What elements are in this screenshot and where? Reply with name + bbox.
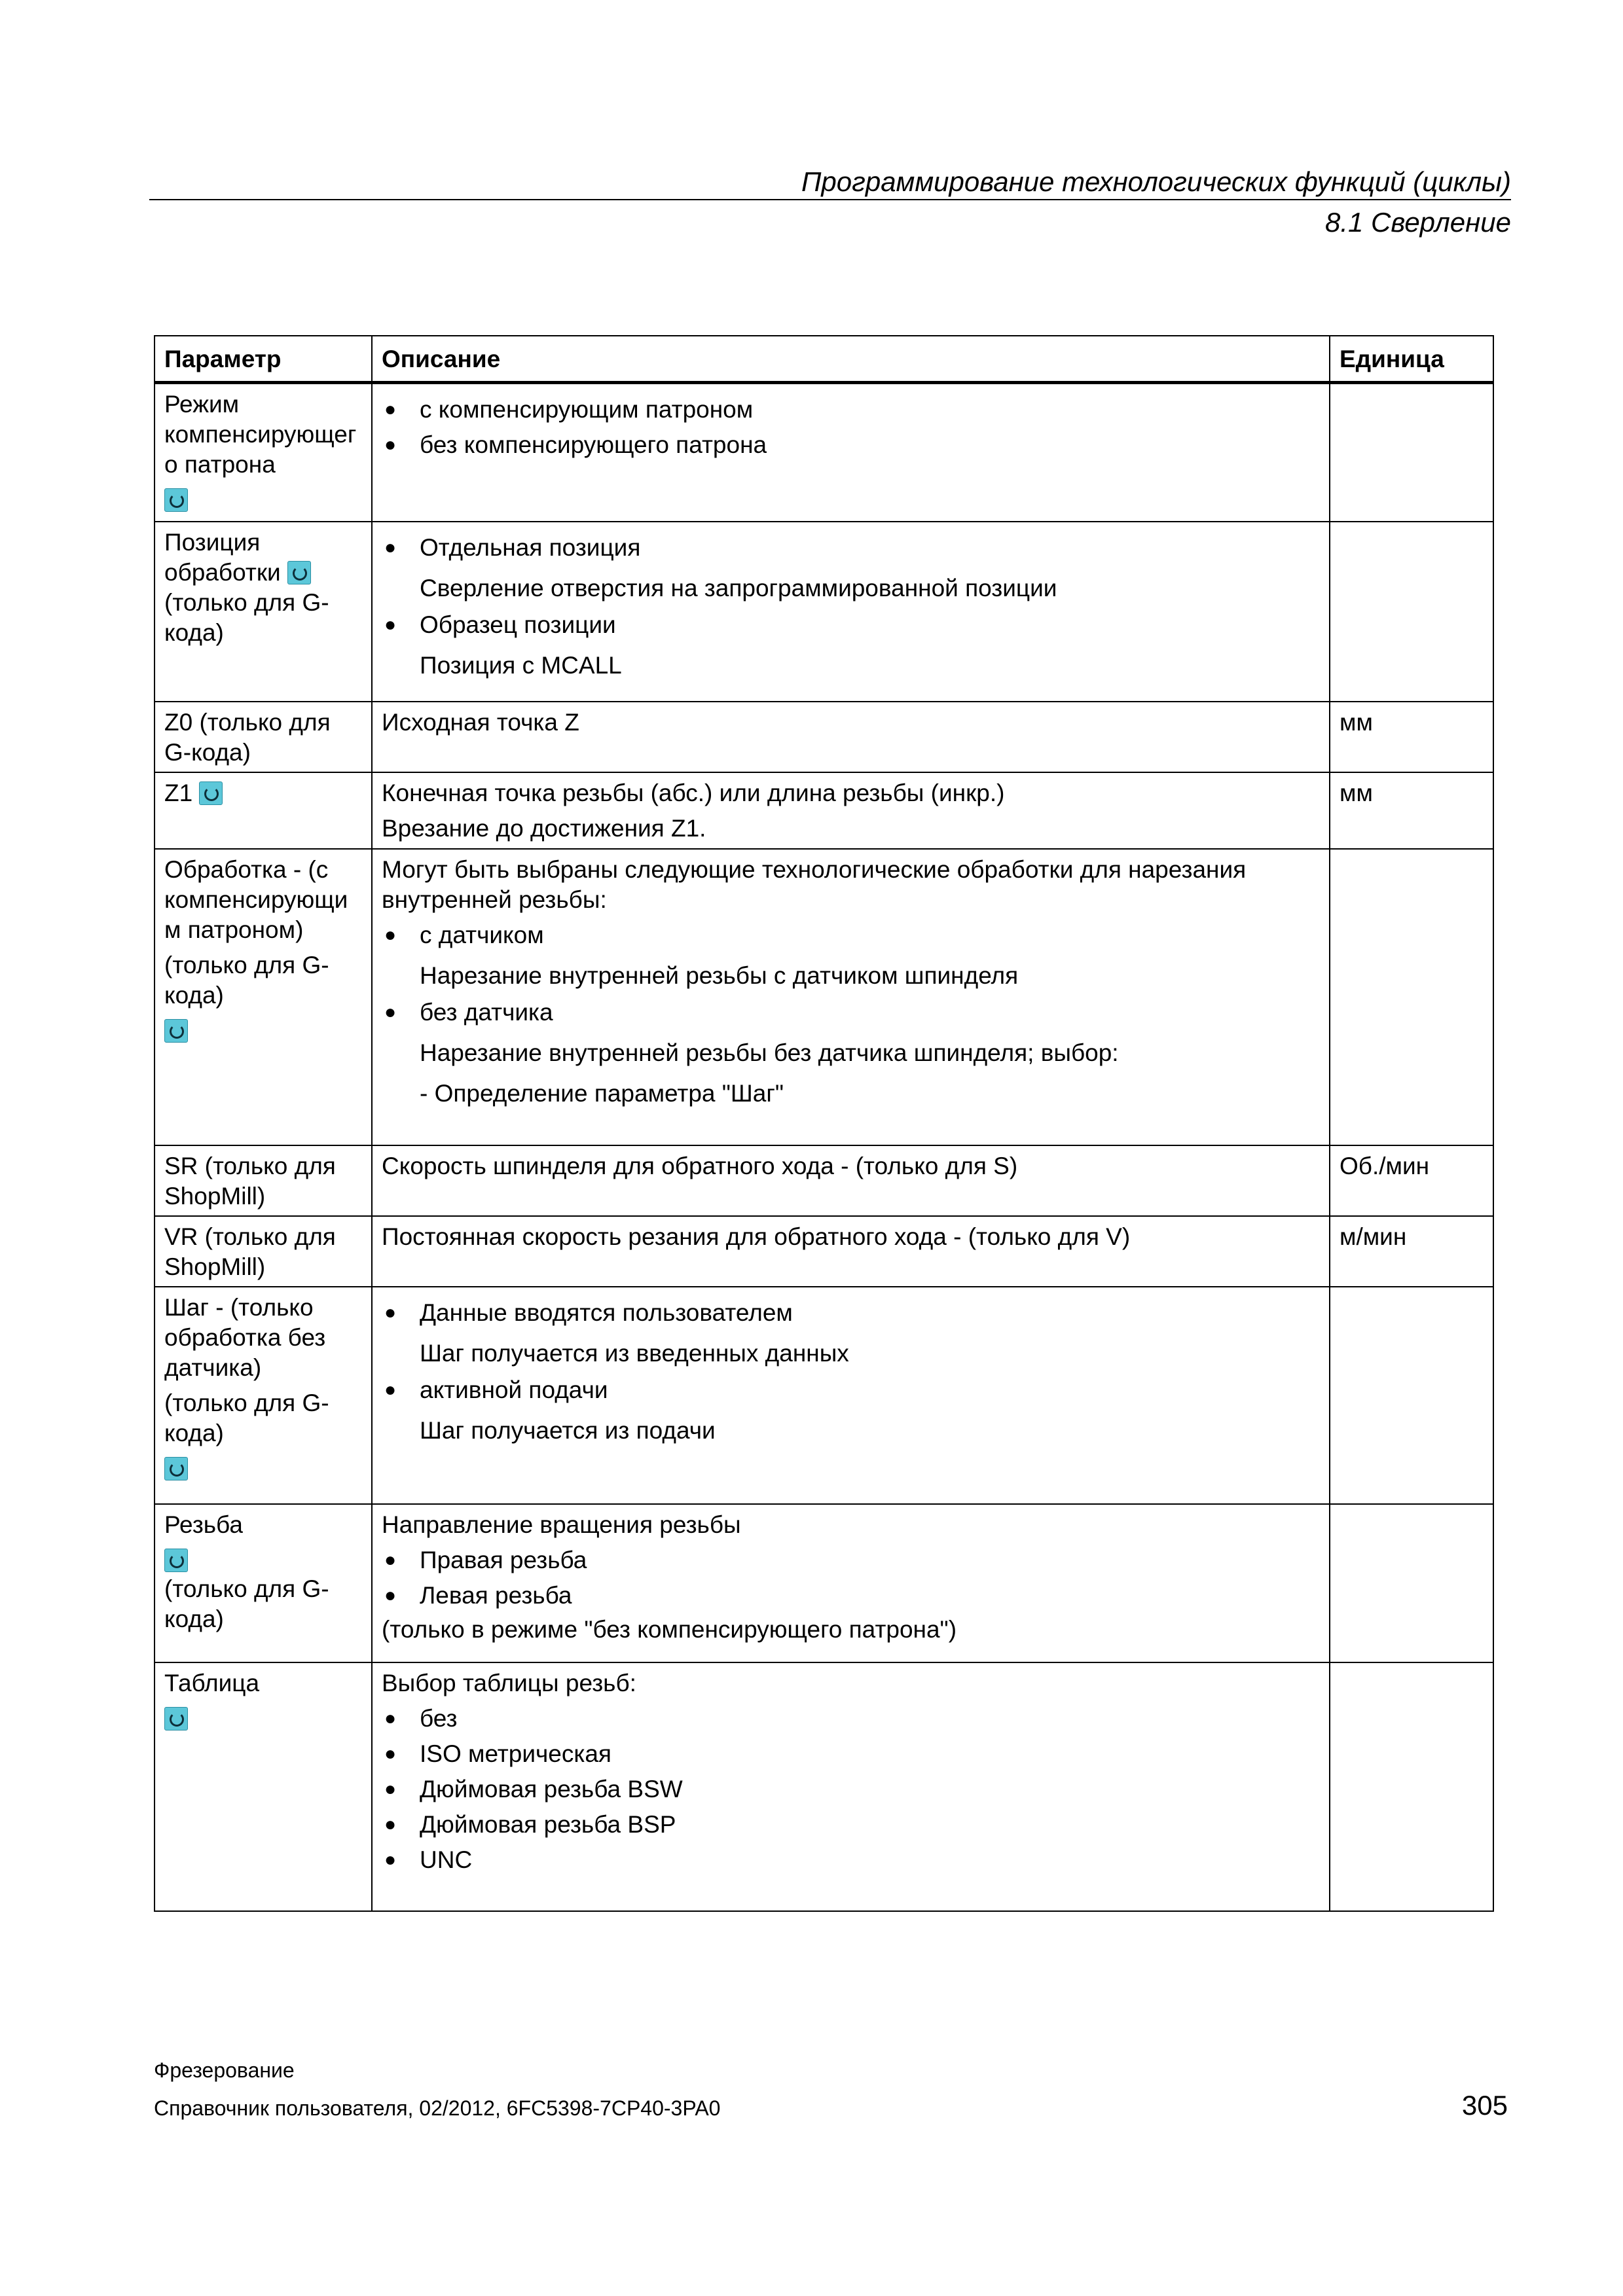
- param-text: (только для G-: [164, 1575, 329, 1602]
- table-row: [155, 1504, 1493, 1662]
- table-row: [155, 1662, 1493, 1911]
- list-item: ● Правая резьба: [382, 1545, 1320, 1575]
- toggle-icon: [199, 781, 223, 805]
- list-item-detail: Шаг получается из введенных данных: [420, 1339, 849, 1367]
- toggle-icon: [164, 1457, 188, 1480]
- page-number: 305: [1461, 2090, 1508, 2121]
- bullet-icon: ●: [384, 399, 397, 420]
- param-text: кода): [164, 1605, 224, 1632]
- param-text: о патрона: [164, 451, 276, 478]
- param-text: обработка без: [164, 1323, 326, 1351]
- table-row: [155, 1216, 1493, 1287]
- unit-cell: [1330, 1287, 1493, 1504]
- param-text: G-кода): [164, 738, 251, 766]
- param-text: кода): [164, 1419, 224, 1446]
- parameters-table: [154, 335, 1494, 1912]
- unit-cell: [1330, 1504, 1493, 1662]
- unit-cell: [1330, 1662, 1493, 1911]
- list-item: ● активной подачи: [382, 1375, 1320, 1405]
- param-cell: [155, 522, 372, 702]
- param-cell: [155, 702, 372, 772]
- list-item: ● без: [382, 1704, 1320, 1734]
- toggle-icon: [164, 1707, 188, 1731]
- bullet-icon: ●: [384, 1778, 397, 1800]
- desc-cell: [372, 1504, 1330, 1662]
- list-item: ● Дюймовая резьба BSP: [382, 1810, 1320, 1840]
- param-text: Обработка - (с: [164, 855, 329, 883]
- desc-text: Конечная точка резьбы (абс.) или длина резьбы (инкр.): [382, 779, 1005, 806]
- param-cell: [155, 1216, 372, 1287]
- list-item-detail: Сверление отверстия на запрограммированной позиции: [420, 574, 1057, 601]
- bullet-icon: ●: [384, 613, 397, 636]
- table-row: [155, 772, 1493, 849]
- param-text: (только для G-: [164, 1389, 329, 1416]
- bullet-icon: ●: [384, 1742, 397, 1765]
- unit-cell: [1330, 383, 1493, 522]
- bullet-icon: ●: [384, 434, 397, 456]
- table-header-row: [155, 336, 1493, 383]
- table-row: [155, 702, 1493, 772]
- param-text: кода): [164, 619, 224, 646]
- param-text: кода): [164, 981, 224, 1009]
- desc-text: Врезание до достижения Z1.: [382, 814, 706, 842]
- header-rule: [149, 199, 1511, 200]
- list-item: ● без компенсирующего патрона: [382, 430, 1320, 460]
- param-cell: [155, 849, 372, 1145]
- param-text: компенсирующег: [164, 421, 357, 448]
- list-item: ● с датчиком: [382, 920, 1320, 950]
- param-text: Резьба: [164, 1511, 243, 1538]
- param-text: Z0 (только для: [164, 708, 331, 736]
- unit-cell: Об./мин: [1330, 1145, 1493, 1216]
- param-text: Режим: [164, 391, 240, 418]
- param-cell: [155, 1662, 372, 1911]
- desc-cell: [372, 849, 1330, 1145]
- header-unit: Единица: [1330, 336, 1493, 383]
- table-row: [155, 383, 1493, 522]
- param-text: Z1: [164, 779, 193, 806]
- list-item: ● без датчика: [382, 997, 1320, 1028]
- param-text: компенсирующи: [164, 886, 348, 913]
- section-title: 8.1 Сверление: [1324, 207, 1511, 238]
- toggle-icon: [164, 488, 188, 512]
- desc-cell: [372, 522, 1330, 702]
- bullet-icon: ●: [384, 1707, 397, 1729]
- desc-cell: [372, 383, 1330, 522]
- desc-cell: [372, 1287, 1330, 1504]
- list-item-detail: Шаг получается из подачи: [420, 1416, 716, 1444]
- desc-cell: [372, 772, 1330, 849]
- toggle-icon: [164, 1549, 188, 1572]
- footer-book-info: Справочник пользователя, 02/2012, 6FC5398-7CP40-3PA0: [154, 2096, 721, 2120]
- unit-cell: мм: [1330, 772, 1493, 849]
- toggle-icon: [287, 561, 311, 584]
- desc-text: Направление вращения резьбы: [382, 1511, 741, 1538]
- param-cell: [155, 383, 372, 522]
- bullet-icon: ●: [384, 1848, 397, 1871]
- param-text: (только для G-: [164, 588, 329, 616]
- footer-book-title: Фрезерование: [154, 2058, 295, 2082]
- bullet-icon: ●: [384, 1001, 397, 1023]
- unit-cell: [1330, 849, 1493, 1145]
- desc-cell: Исходная точка Z: [372, 702, 1330, 772]
- param-cell: [155, 1145, 372, 1216]
- param-cell: [155, 772, 372, 849]
- desc-text: внутренней резьбы:: [382, 886, 607, 913]
- param-text: VR (только для: [164, 1223, 336, 1250]
- bullet-icon: ●: [384, 1584, 397, 1606]
- desc-cell: [372, 1662, 1330, 1911]
- table-row: [155, 849, 1493, 1145]
- unit-cell: мм: [1330, 702, 1493, 772]
- list-item-detail: - Определение параметра "Шаг": [420, 1079, 784, 1107]
- bullet-icon: ●: [384, 924, 397, 946]
- list-item-detail: Нарезание внутренней резьбы с датчиком шпинделя: [420, 961, 1019, 989]
- param-text: м патроном): [164, 916, 304, 943]
- list-item-detail: Нарезание внутренней резьбы без датчика шпинделя; выбор:: [420, 1039, 1119, 1066]
- param-cell: [155, 1504, 372, 1662]
- table-row: [155, 522, 1493, 702]
- param-text: ShopMill): [164, 1253, 266, 1280]
- param-cell: [155, 1287, 372, 1504]
- param-text: SR (только для: [164, 1152, 336, 1179]
- param-text: Шаг - (только: [164, 1293, 314, 1321]
- list-item: ● Дюймовая резьба BSW: [382, 1774, 1320, 1804]
- unit-cell: м/мин: [1330, 1216, 1493, 1287]
- bullet-icon: ●: [384, 1813, 397, 1835]
- list-item: ● UNC: [382, 1845, 1320, 1875]
- unit-cell: [1330, 522, 1493, 702]
- desc-text: (только в режиме "без компенсирующего патрона"): [382, 1615, 957, 1643]
- list-item: ● с компенсирующим патроном: [382, 395, 1320, 425]
- list-item: ● Данные вводятся пользователем: [382, 1298, 1320, 1328]
- param-text: Позиция: [164, 528, 261, 556]
- toggle-icon: [164, 1019, 188, 1043]
- list-item: ● Отдельная позиция: [382, 533, 1320, 563]
- table-row: [155, 1145, 1493, 1216]
- bullet-icon: ●: [384, 1378, 397, 1401]
- header-param: Параметр: [155, 336, 372, 383]
- desc-cell: Скорость шпинделя для обратного хода - (только для S): [372, 1145, 1330, 1216]
- chapter-title: Программирование технологических функций (циклы): [801, 166, 1511, 197]
- bullet-icon: ●: [384, 1549, 397, 1571]
- param-text: ShopMill): [164, 1182, 266, 1210]
- list-item: ● Образец позиции: [382, 610, 1320, 640]
- param-text: датчика): [164, 1354, 262, 1381]
- list-item: ● Левая резьба: [382, 1581, 1320, 1611]
- header-desc: Описание: [372, 336, 1330, 383]
- list-item-detail: Позиция с MCALL: [420, 651, 622, 679]
- desc-text: Могут быть выбраны следующие технологические обработки для нарезания: [382, 855, 1247, 883]
- param-text: Таблица: [164, 1669, 260, 1696]
- param-text: (только для G-: [164, 951, 329, 978]
- param-text: обработки: [164, 558, 362, 588]
- bullet-icon: ●: [384, 536, 397, 558]
- table-row: [155, 1287, 1493, 1504]
- desc-cell: Постоянная скорость резания для обратного хода - (только для V): [372, 1216, 1330, 1287]
- list-item: ● ISO метрическая: [382, 1739, 1320, 1769]
- desc-text: Выбор таблицы резьб:: [382, 1669, 636, 1696]
- bullet-icon: ●: [384, 1301, 397, 1323]
